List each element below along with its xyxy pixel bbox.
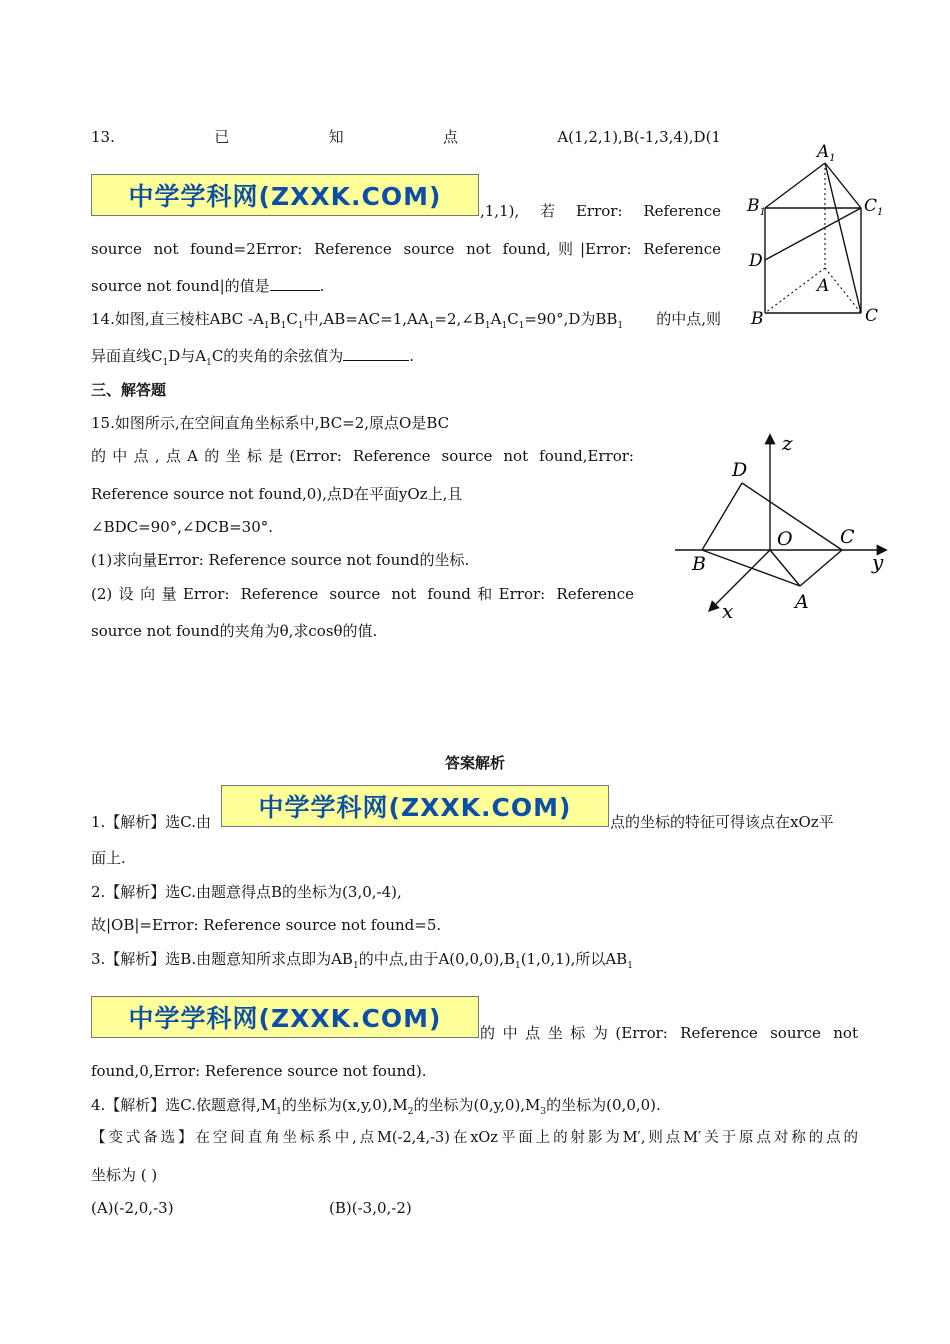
coordinate-figure — [670, 428, 900, 628]
watermark-logo — [221, 785, 609, 827]
q15-text: (2)设向量Error: Reference source not found和Error: Reference — [91, 585, 634, 603]
subscript: 2 — [407, 1107, 414, 1117]
q15-line-1: 15.如图所示,在空间直角坐标系中,BC=2,原点O是BC — [91, 414, 450, 432]
subscript: 1 — [484, 321, 491, 331]
q13-word: 知 — [328, 128, 344, 146]
subscript: 1 — [428, 321, 435, 331]
subscript: 1 — [206, 358, 212, 368]
q15-text: 的中点,点A的坐标是(Error: Reference source not found,Error: — [91, 447, 634, 465]
subscript: 1 — [518, 321, 525, 331]
subscript: 1 — [263, 321, 270, 331]
label-C: C — [840, 526, 855, 548]
label-O: O — [777, 528, 793, 550]
prism-figure — [745, 138, 895, 338]
ans4-text: 的坐标为(0,y,0),M — [413, 1096, 541, 1114]
ans1-line-1a: 1.【解析】选C.由 — [91, 813, 212, 831]
label-C1: $C_1$ — [864, 196, 884, 218]
ans3-text: 3.【解析】选B.由题意知所求点即为AB — [91, 950, 353, 968]
answer-title: 答案解析 — [444, 754, 505, 772]
answer-blank — [270, 276, 320, 291]
watermark-text: 中学学科网(ZXXK.COM) — [258, 793, 572, 822]
option-a: (A)(-2,0,-3) — [91, 1199, 174, 1217]
q14-text: C — [507, 310, 519, 328]
q14-text: . — [409, 347, 415, 365]
ans3-text: 的中点坐标为(Error: Reference source not — [480, 1024, 858, 1042]
q14-line-2 — [91, 346, 414, 373]
label-D: D — [749, 251, 763, 271]
label-B1: $B_1$ — [747, 196, 766, 218]
subscript: 1 — [162, 358, 169, 368]
ans3-line-1 — [91, 949, 858, 976]
q15-line-4: ∠BDC=90°,∠DCB=30°. — [91, 518, 274, 536]
label-D: D — [732, 459, 748, 481]
q13-line-4: source not found|的值是 . — [91, 277, 325, 295]
q13-text: Error: — [575, 202, 623, 220]
ans4-text: 4.【解析】选C.依题意得,M — [91, 1096, 277, 1114]
q13-word: 已 — [214, 128, 230, 146]
subscript: 1 — [280, 321, 287, 331]
ans3-line-3: found,0,Error: Reference source not found). — [91, 1062, 427, 1080]
q13-text: source not found=2Error: Reference source not found,则|Error: Reference — [91, 240, 721, 258]
subscript: 3 — [540, 1107, 547, 1117]
watermark-logo — [91, 996, 479, 1038]
ans3-text: (1,0,1),所以AB — [520, 950, 628, 968]
q13-text: 若 — [540, 202, 556, 220]
q14-text: =2,∠B — [434, 310, 485, 328]
q13-line-3 — [91, 239, 721, 259]
label-A: A — [817, 276, 830, 296]
q13-text: Reference — [643, 202, 721, 220]
q14-text: D与A — [168, 347, 207, 365]
q13-number: 13. — [91, 128, 115, 146]
label-x: x — [722, 599, 734, 623]
subscript: 1 — [297, 321, 304, 331]
ans4-text: 的坐标为(x,y,0),M — [281, 1096, 408, 1114]
q13-text: ,1,1), — [480, 202, 520, 220]
q13-points: A(1,2,1),B(-1,3,4),D(1 — [557, 128, 721, 146]
ans3-text: 的中点,由于A(0,0,0),B — [358, 950, 515, 968]
label-z: z — [782, 431, 793, 455]
label-C: C — [865, 306, 879, 326]
label-B: B — [751, 309, 764, 329]
watermark-logo — [91, 174, 479, 216]
q14-text: B — [269, 310, 281, 328]
q15-line-5: (1)求向量Error: Reference source not found的坐标. — [91, 551, 470, 569]
ans2-line-1: 2.【解析】选C.由题意得点B的坐标为(3,0,-4), — [91, 883, 402, 901]
q13-word: 点 — [442, 128, 458, 146]
ans1-line-1b: 点的坐标的特征可得该点在xOz平 — [610, 813, 834, 831]
q14-text: 异面直线C — [91, 347, 163, 365]
q14-text: =90°,D为BB — [524, 310, 618, 328]
variant-text: 【变式备选】在空间直角坐标系中,点M(-2,4,-3)在xOz平面上的射影为M′,则点M′关于原点对称的点的 — [91, 1130, 858, 1146]
section-heading: 三、解答题 — [91, 381, 167, 399]
subscript: 1 — [501, 321, 508, 331]
label-B: B — [692, 553, 706, 575]
label-A1: $A_1$ — [817, 142, 836, 164]
q14-text: 的中点,则 — [656, 310, 721, 328]
subscript: 1 — [617, 321, 624, 331]
q14-text: 14.如图,直三棱柱ABC -A — [91, 310, 264, 328]
q15-line-2 — [91, 446, 634, 466]
q15-line-3: Reference source not found,0),点D在平面yOz上,且 — [91, 485, 463, 503]
q14-text: 中,AB=AC=1,AA — [303, 310, 429, 328]
label-A: A — [795, 591, 809, 613]
q13-line-2 — [480, 201, 721, 221]
ans3-text-a — [91, 949, 633, 976]
ans3-line-2 — [480, 1023, 858, 1043]
label-y: y — [872, 550, 884, 574]
subscript: 1 — [514, 961, 521, 971]
q14-text: C的夹角的余弦值为 — [211, 347, 344, 365]
q13-text: source not found|的值是 — [91, 277, 270, 295]
subscript: 1 — [352, 961, 359, 971]
watermark-text: 中学学科网(ZXXK.COM) — [128, 182, 442, 211]
q14-text: C — [286, 310, 298, 328]
subscript: 1 — [276, 1107, 282, 1117]
q14-text: A — [490, 310, 502, 328]
ans4-line-1 — [91, 1095, 661, 1122]
q15-line-7: source not found的夹角为θ,求cosθ的值. — [91, 622, 378, 640]
ans2-line-2: 故|OB|=Error: Reference source not found=5. — [91, 916, 442, 934]
variant-line-1 — [91, 1128, 858, 1148]
subscript: 1 — [627, 961, 633, 971]
q14-line-1 — [91, 309, 721, 336]
option-b: (B)(-3,0,-2) — [329, 1199, 412, 1217]
watermark-text: 中学学科网(ZXXK.COM) — [128, 1004, 442, 1033]
variant-line-2: 坐标为 ( ) — [91, 1166, 158, 1184]
q13-line-1 — [91, 127, 721, 147]
ans1-line-2: 面上. — [91, 849, 126, 867]
answer-blank — [343, 346, 409, 361]
q15-line-6 — [91, 584, 634, 604]
ans4-text: 的坐标为(0,0,0). — [546, 1096, 661, 1114]
